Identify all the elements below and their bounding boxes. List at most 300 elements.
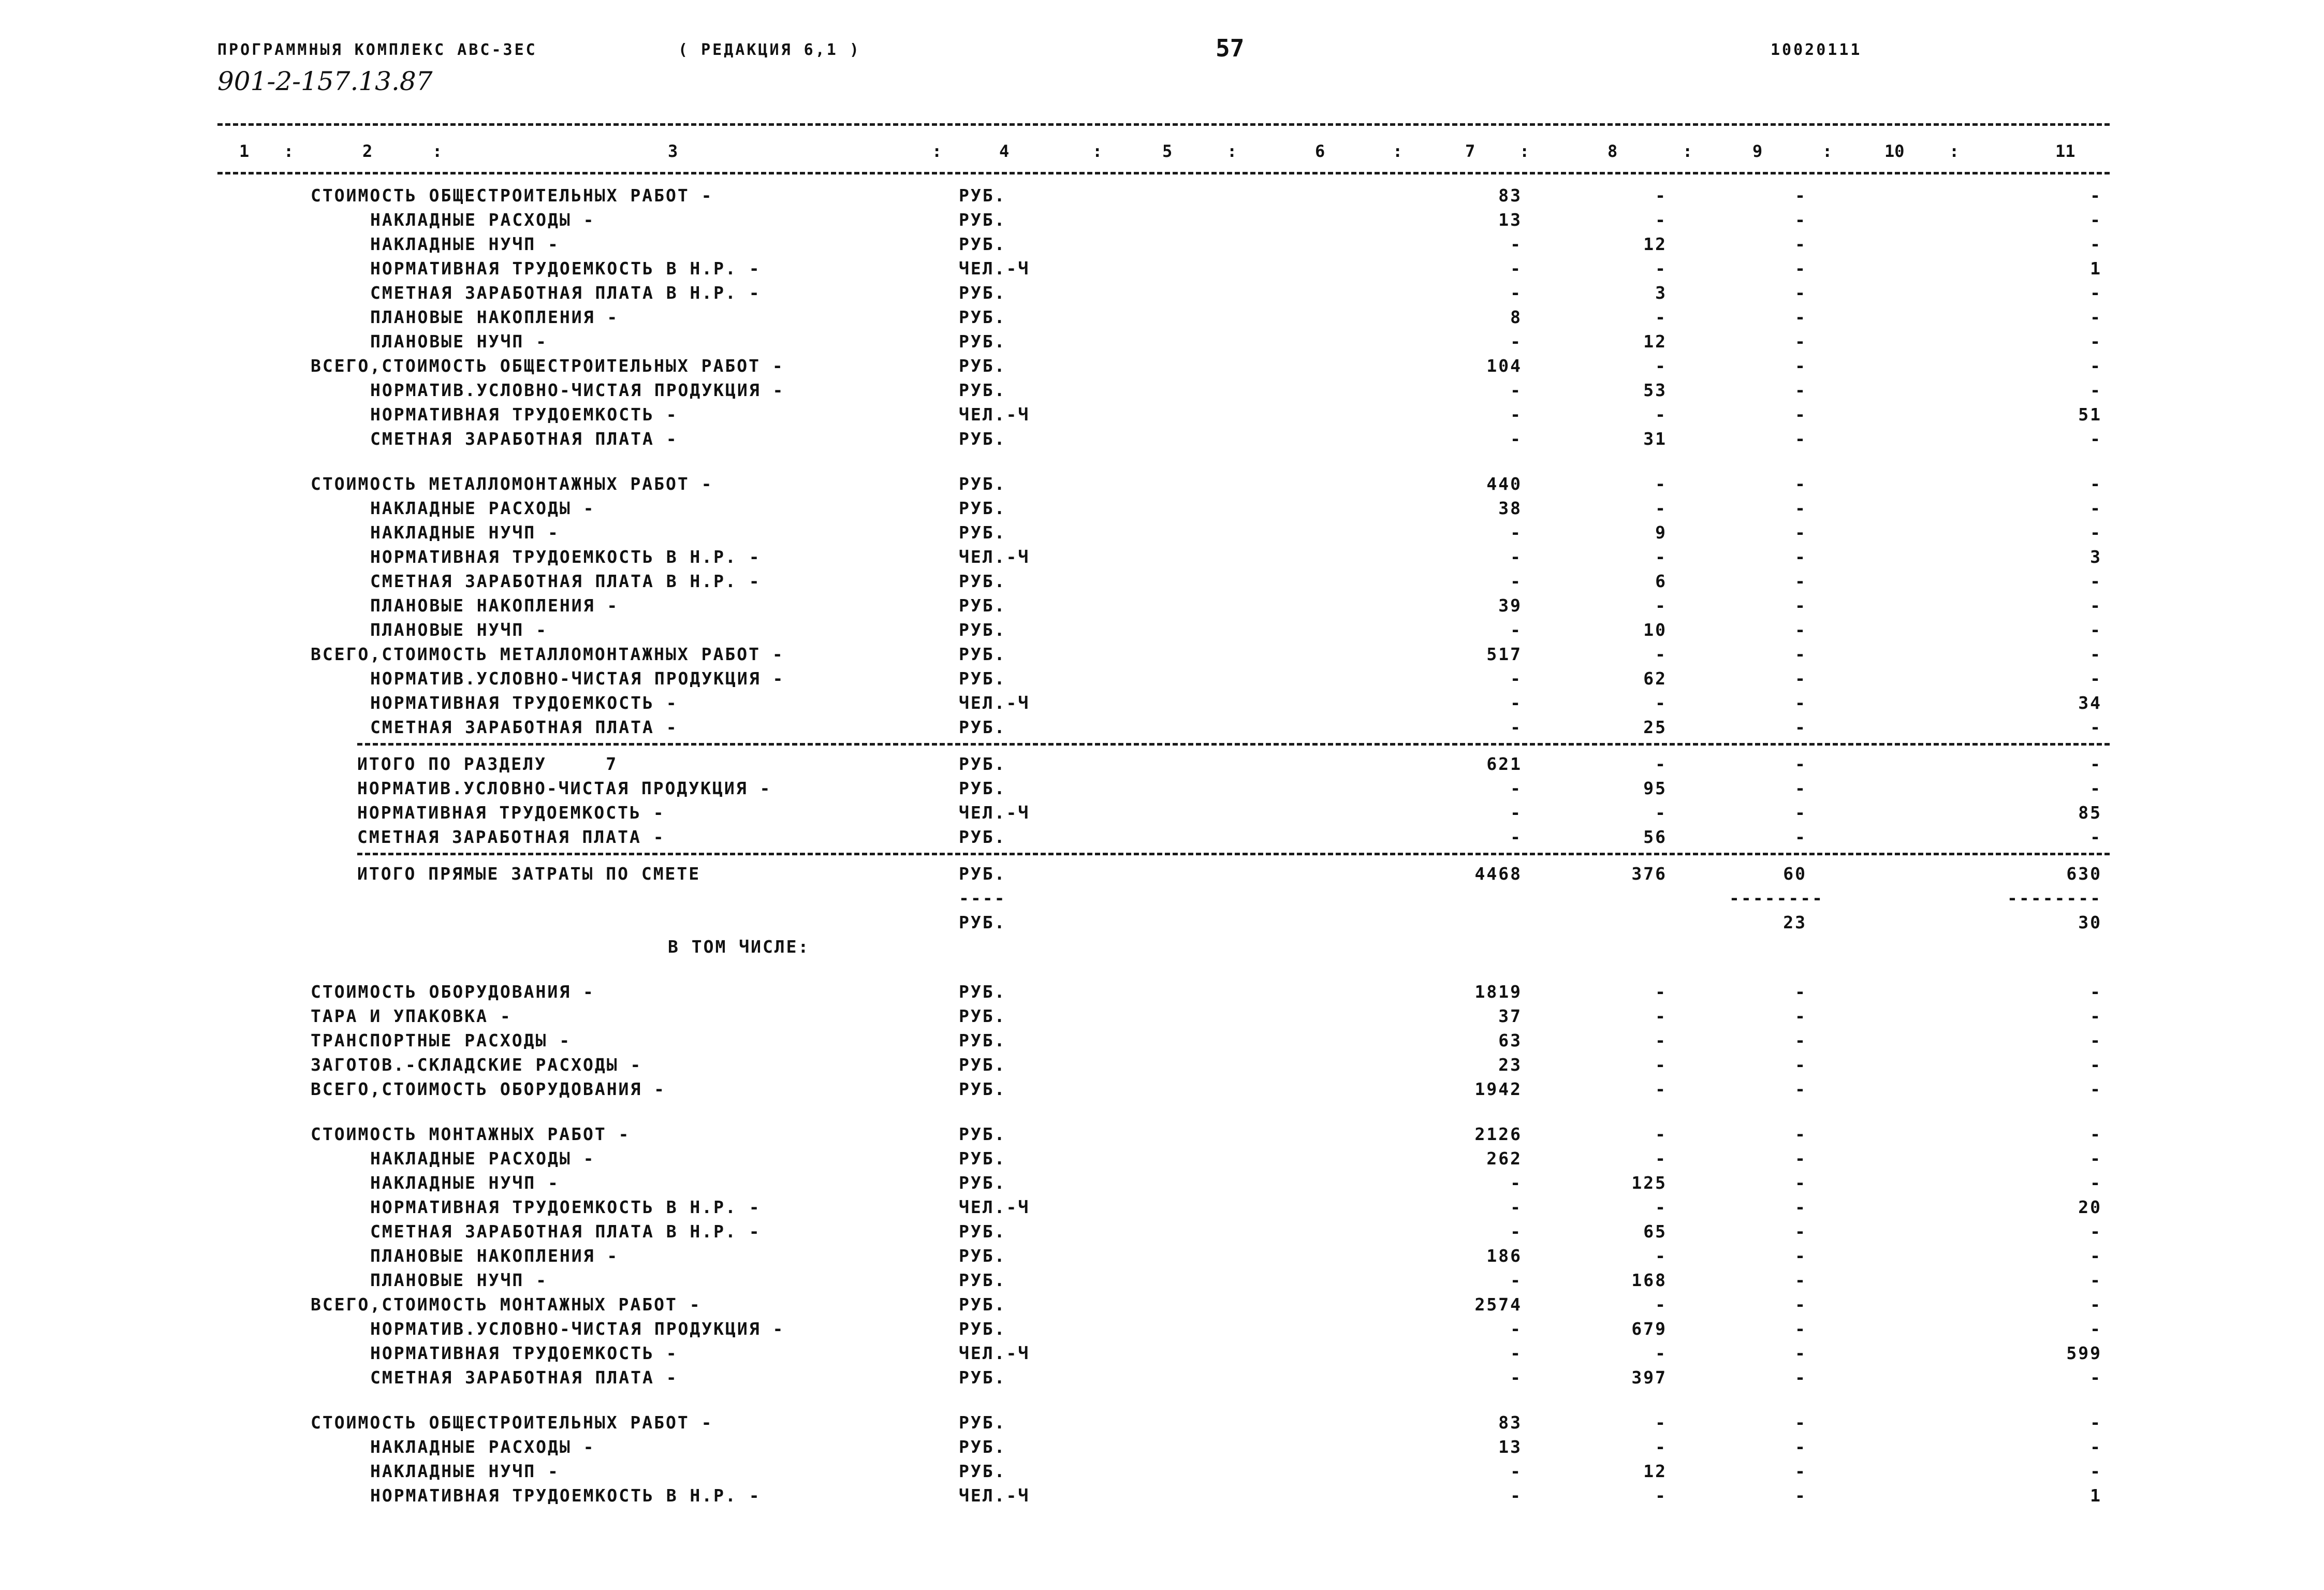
row-label: СМЕТНАЯ ЗАРАБОТНАЯ ПЛАТА В Н.Р. - [370,1221,761,1242]
row-label: ПЛАНОВЫЕ НУЧП - [370,1270,548,1290]
cell-col-9: - [1795,717,1807,737]
cell-col-8: 65 [1643,1221,1667,1242]
cell-col-8: - [1655,210,1667,230]
cell-col-8: 12 [1643,331,1667,352]
cell-col-8: - [1655,1485,1667,1506]
cell-col-9: 60 [1783,864,1807,884]
cell-col-9: - [1795,547,1807,567]
row-label: НАКЛАДНЫЕ РАСХОДЫ - [370,1148,595,1169]
row-label: ИТОГО ПО РАЗДЕЛУ 7 [357,754,618,774]
cell-col-7: 2574 [1474,1294,1522,1315]
row-label: НАКЛАДНЫЕ НУЧП - [370,522,560,543]
row-unit: РУБ. [959,210,1006,230]
row-label: В ТОМ ЧИСЛЕ: [668,937,810,957]
cell-col-8: - [1655,1006,1667,1026]
row-unit: РУБ. [959,380,1006,400]
column-number: 9 [1752,141,1763,161]
cell-col-8: 12 [1643,234,1667,254]
row-unit: РУБ. [959,474,1006,494]
page-number: 57 [1216,34,1245,62]
cell-col-9: - [1795,982,1807,1002]
cell-col-7: 83 [1498,1412,1522,1433]
cell-col-8: - [1655,1197,1667,1217]
cell-col-7: - [1510,1461,1522,1481]
cell-col-8: 62 [1643,668,1667,689]
cell-col-11: - [2090,1006,2102,1026]
cell-col-7: 13 [1498,1437,1522,1457]
cell-col-7: - [1510,1485,1522,1506]
cell-col-9: - [1795,356,1807,376]
column-separator: : [1822,141,1833,161]
cell-col-7: - [1510,778,1522,798]
cell-col-9: - [1795,1006,1807,1026]
row-label: НАКЛАДНЫЕ НУЧП - [370,1461,560,1481]
table-row [0,257,2324,281]
row-unit: ЧЕЛ.-Ч [959,404,1030,425]
cell-col-9: - [1795,803,1807,823]
table-row [0,330,2324,354]
table-row [0,1317,2324,1341]
cell-col-7: 8 [1510,307,1522,327]
cell-col-8: - [1655,1294,1667,1315]
cell-col-7: - [1510,668,1522,689]
table-row [0,521,2324,545]
table-row [0,980,2324,1004]
cell-col-7: 262 [1486,1148,1522,1169]
row-label: НОРМАТИВ.УСЛОВНО-ЧИСТАЯ ПРОДУКЦИЯ - [357,778,772,798]
row-label: НАКЛАДНЫЕ НУЧП - [370,234,560,254]
row-label: ТРАНСПОРТНЫЕ РАСХОДЫ - [311,1030,572,1051]
row-label: ВСЕГО,СТОИМОСТЬ ОБОРУДОВАНИЯ - [311,1079,666,1099]
cell-col-8: 397 [1631,1367,1667,1388]
row-unit: РУБ. [959,1079,1006,1099]
cell-col-7: 23 [1498,1055,1522,1075]
row-unit: РУБ. [959,498,1006,518]
table-row [0,354,2324,378]
cell-col-11: - [2090,1437,2102,1457]
column-separator: : [932,141,942,161]
table-row [0,1244,2324,1268]
cell-col-11: - [2090,429,2102,449]
cell-col-7: - [1510,827,1522,847]
row-label: СТОИМОСТЬ ОБОРУДОВАНИЯ - [311,982,595,1002]
row-unit: РУБ. [959,1270,1006,1290]
cell-col-9: - [1795,1173,1807,1193]
table-row [0,1484,2324,1508]
cell-col-11: - [2090,1221,2102,1242]
cell-col-9: 23 [1783,912,1807,932]
column-number: 1 [239,141,250,161]
section-rule [357,743,2110,746]
document-code: 10020111 [1771,41,1862,59]
row-unit: РУБ. [959,331,1006,352]
table-row [0,1341,2324,1365]
row-label: НАКЛАДНЫЕ РАСХОДЫ - [370,498,595,518]
cell-col-9: - [1795,404,1807,425]
cell-col-8: - [1655,404,1667,425]
cell-col-11: - [2090,668,2102,689]
cell-col-11: 1 [2090,258,2102,279]
cell-col-8: - [1655,1343,1667,1363]
row-unit: РУБ. [959,644,1006,664]
table-row [0,1077,2324,1101]
cell-col-8: - [1655,982,1667,1002]
column-number: 3 [668,141,678,161]
cell-col-7: - [1510,620,1522,640]
table-row [0,886,2324,910]
cell-col-8: 3 [1655,283,1667,303]
cell-col-7: - [1510,258,1522,279]
table-row [0,232,2324,256]
cell-col-7: - [1510,1367,1522,1388]
column-separator: : [1949,141,1960,161]
rule-header-bottom [217,172,2110,174]
cell-col-11: - [2090,1173,2102,1193]
cell-col-9: - [1795,668,1807,689]
row-unit: РУБ. [959,620,1006,640]
row-label: ПЛАНОВЫЕ НАКОПЛЕНИЯ - [370,595,619,616]
row-unit: РУБ. [959,754,1006,774]
section-rule [357,853,2110,855]
cell-col-9: - [1795,1461,1807,1481]
cell-col-8: - [1655,1148,1667,1169]
cell-col-11: 599 [2066,1343,2102,1363]
table-row [0,184,2324,208]
cell-col-7: 104 [1486,356,1522,376]
row-label: НАКЛАДНЫЕ НУЧП - [370,1173,560,1193]
cell-col-9: - [1795,1197,1807,1217]
row-unit: РУБ. [959,1148,1006,1169]
column-number: 2 [362,141,373,161]
cell-col-7: - [1510,1270,1522,1290]
table-row [0,497,2324,520]
cell-col-11: - [2090,778,2102,798]
table-row [0,1366,2324,1390]
cell-col-9: -------- [1729,888,1824,908]
cell-col-11: - [2090,1367,2102,1388]
cell-col-7: - [1510,693,1522,713]
column-number: 4 [999,141,1010,161]
table-row [0,911,2324,935]
row-unit: РУБ. [959,778,1006,798]
table-row [0,752,2324,776]
cell-col-11: - [2090,571,2102,591]
cell-col-9: - [1795,474,1807,494]
cell-col-8: 25 [1643,717,1667,737]
cell-col-7: 2126 [1474,1124,1522,1144]
row-label: НОРМАТИВНАЯ ТРУДОЕМКОСТЬ - [357,803,665,823]
row-unit: ---- [959,888,1006,908]
row-label: НОРМАТИВНАЯ ТРУДОЕМКОСТЬ В Н.Р. - [370,1485,761,1506]
cell-col-8: - [1655,1412,1667,1433]
cell-col-7: - [1510,717,1522,737]
cell-col-9: - [1795,827,1807,847]
row-label: НАКЛАДНЫЕ РАСХОДЫ - [370,1437,595,1457]
row-label: НОРМАТИВНАЯ ТРУДОЕМКОСТЬ В Н.Р. - [370,1197,761,1217]
row-label: СТОИМОСТЬ МОНТАЖНЫХ РАБОТ - [311,1124,631,1144]
table-row [0,935,2324,959]
row-label: ПЛАНОВЫЕ НУЧП - [370,331,548,352]
row-label: НОРМАТИВНАЯ ТРУДОЕМКОСТЬ - [370,1343,678,1363]
cell-col-11: - [2090,210,2102,230]
cell-col-8: - [1655,1030,1667,1051]
cell-col-7: - [1510,571,1522,591]
cell-col-8: 53 [1643,380,1667,400]
table-row [0,1268,2324,1292]
row-unit: РУБ. [959,1221,1006,1242]
cell-col-9: - [1795,571,1807,591]
cell-col-11: - [2090,1319,2102,1339]
row-unit: РУБ. [959,1030,1006,1051]
row-unit: РУБ. [959,1412,1006,1433]
cell-col-7: 13 [1498,210,1522,230]
row-label: ВСЕГО,СТОИМОСТЬ МЕТАЛЛОМОНТАЖНЫХ РАБОТ - [311,644,784,664]
cell-col-7: 4468 [1474,864,1522,884]
cell-col-8: - [1655,258,1667,279]
cell-col-11: - [2090,1461,2102,1481]
cell-col-9: - [1795,1270,1807,1290]
cell-col-11: - [2090,644,2102,664]
cell-col-7: 38 [1498,498,1522,518]
cell-col-9: - [1795,331,1807,352]
cell-col-11: - [2090,1148,2102,1169]
row-label: СТОИМОСТЬ ОБЩЕСТРОИТЕЛЬНЫХ РАБОТ - [311,1412,713,1433]
edition-label: ( РЕДАКЦИЯ 6,1 ) [678,41,861,59]
row-label: ИТОГО ПРЯМЫЕ ЗАТРАТЫ ПО СМЕТЕ [357,864,701,884]
row-unit: РУБ. [959,429,1006,449]
cell-col-11: - [2090,1030,2102,1051]
cell-col-8: - [1655,356,1667,376]
table-row [0,305,2324,329]
row-label: НОРМАТИВНАЯ ТРУДОЕМКОСТЬ - [370,693,678,713]
cell-col-7: - [1510,1173,1522,1193]
table-row [0,1053,2324,1077]
cell-col-11: - [2090,827,2102,847]
cell-col-11: 3 [2090,547,2102,567]
cell-col-11: - [2090,982,2102,1002]
row-unit: РУБ. [959,1367,1006,1388]
cell-col-11: - [2090,1294,2102,1315]
cell-col-8: - [1655,547,1667,567]
cell-col-11: - [2090,283,2102,303]
table-row [0,1460,2324,1483]
cell-col-8: - [1655,693,1667,713]
row-unit: РУБ. [959,595,1006,616]
cell-col-9: - [1795,307,1807,327]
row-label: ВСЕГО,СТОИМОСТЬ МОНТАЖНЫХ РАБОТ - [311,1294,701,1315]
column-number: 8 [1607,141,1618,161]
cell-col-8: 95 [1643,778,1667,798]
row-unit: РУБ. [959,1124,1006,1144]
cell-col-8: - [1655,754,1667,774]
table-row [0,594,2324,618]
table-row [0,1122,2324,1146]
cell-col-9: - [1795,210,1807,230]
row-label: ПЛАНОВЫЕ НАКОПЛЕНИЯ - [370,307,619,327]
cell-col-7: 83 [1498,185,1522,206]
column-separator: : [1393,141,1403,161]
cell-col-8: 10 [1643,620,1667,640]
cell-col-9: - [1795,754,1807,774]
table-row [0,545,2324,569]
row-unit: РУБ. [959,668,1006,689]
row-label: СТОИМОСТЬ ОБЩЕСТРОИТЕЛЬНЫХ РАБОТ - [311,185,713,206]
cell-col-7: 63 [1498,1030,1522,1051]
cell-col-9: - [1795,1294,1807,1315]
row-unit: РУБ. [959,1246,1006,1266]
cell-col-11: - [2090,1079,2102,1099]
row-label: ЗАГОТОВ.-СКЛАДСКИЕ РАСХОДЫ - [311,1055,642,1075]
table-row [0,472,2324,496]
table-row [0,643,2324,666]
cell-col-11: - [2090,356,2102,376]
row-label: СТОИМОСТЬ МЕТАЛЛОМОНТАЖНЫХ РАБОТ - [311,474,713,494]
table-row [0,1171,2324,1195]
cell-col-8: - [1655,803,1667,823]
cell-col-7: - [1510,283,1522,303]
row-unit: РУБ. [959,1055,1006,1075]
row-unit: ЧЕЛ.-Ч [959,547,1030,567]
cell-col-11: - [2090,1055,2102,1075]
row-unit: РУБ. [959,522,1006,543]
cell-col-8: - [1655,1437,1667,1457]
row-label: НОРМАТИВНАЯ ТРУДОЕМКОСТЬ В Н.Р. - [370,258,761,279]
cell-col-9: - [1795,234,1807,254]
cell-col-11: - [2090,1270,2102,1290]
row-unit: ЧЕЛ.-Ч [959,693,1030,713]
cell-col-9: - [1795,1148,1807,1169]
cell-col-7: - [1510,803,1522,823]
cell-col-8: - [1655,498,1667,518]
table-row [0,667,2324,691]
cell-col-11: 1 [2090,1485,2102,1506]
cell-col-7: - [1510,234,1522,254]
cell-col-11: 34 [2078,693,2102,713]
cell-col-8: 6 [1655,571,1667,591]
cell-col-9: - [1795,1246,1807,1266]
column-number: 7 [1465,141,1475,161]
row-label: ВСЕГО,СТОИМОСТЬ ОБЩЕСТРОИТЕЛЬНЫХ РАБОТ - [311,356,784,376]
cell-col-11: - [2090,498,2102,518]
cell-col-9: - [1795,1343,1807,1363]
row-unit: РУБ. [959,185,1006,206]
cell-col-11: - [2090,717,2102,737]
cell-col-8: 56 [1643,827,1667,847]
row-label: НАКЛАДНЫЕ РАСХОДЫ - [370,210,595,230]
cell-col-9: - [1795,283,1807,303]
cell-col-11: -------- [2007,888,2102,908]
cell-col-9: - [1795,522,1807,543]
cell-col-9: - [1795,1412,1807,1433]
row-label: НОРМАТИВНАЯ ТРУДОЕМКОСТЬ В Н.Р. - [370,547,761,567]
row-unit: РУБ. [959,1006,1006,1026]
table-row [0,1195,2324,1219]
row-unit: РУБ. [959,356,1006,376]
cell-col-11: 630 [2066,864,2102,884]
cell-col-7: - [1510,404,1522,425]
cell-col-11: - [2090,307,2102,327]
column-separator: : [284,141,294,161]
cell-col-8: - [1655,1246,1667,1266]
row-unit: РУБ. [959,982,1006,1002]
row-unit: РУБ. [959,912,1006,932]
cell-col-7: 440 [1486,474,1522,494]
cell-col-7: - [1510,1343,1522,1363]
row-label: СМЕТНАЯ ЗАРАБОТНАЯ ПЛАТА - [357,827,665,847]
cell-col-7: 517 [1486,644,1522,664]
cell-col-7: - [1510,380,1522,400]
cell-col-11: 20 [2078,1197,2102,1217]
cell-col-8: - [1655,185,1667,206]
cell-col-8: - [1655,307,1667,327]
column-separator: : [432,141,443,161]
cell-col-11: - [2090,1246,2102,1266]
cell-col-9: - [1795,1221,1807,1242]
cell-col-9: - [1795,429,1807,449]
column-number: 5 [1162,141,1173,161]
table-row [0,777,2324,800]
row-label: НОРМАТИВНАЯ ТРУДОЕМКОСТЬ - [370,404,678,425]
cell-col-7: - [1510,429,1522,449]
row-label: НОРМАТИВ.УСЛОВНО-ЧИСТАЯ ПРОДУКЦИЯ - [370,1319,785,1339]
cell-col-9: - [1795,620,1807,640]
cell-col-9: - [1795,595,1807,616]
cell-col-9: - [1795,1485,1807,1506]
cell-col-8: - [1655,595,1667,616]
cell-col-8: 168 [1631,1270,1667,1290]
cell-col-7: - [1510,1319,1522,1339]
table-row [0,716,2324,739]
row-unit: РУБ. [959,827,1006,847]
cell-col-8: 12 [1643,1461,1667,1481]
handwritten-reference: 901-2-157.13.87 [217,66,433,96]
cell-col-11: 51 [2078,404,2102,425]
cell-col-9: - [1795,185,1807,206]
cell-col-11: - [2090,754,2102,774]
program-title: ПРОГРАММНЫЯ КОМПЛЕКС АВС-ЗЕС [217,41,537,59]
column-number: 11 [2055,141,2075,161]
cell-col-7: - [1510,331,1522,352]
cell-col-8: - [1655,644,1667,664]
table-row [0,1029,2324,1053]
column-separator: : [1683,141,1693,161]
table-row [0,208,2324,232]
row-label: НОРМАТИВ.УСЛОВНО-ЧИСТАЯ ПРОДУКЦИЯ - [370,668,785,689]
cell-col-11: 30 [2078,912,2102,932]
row-label: ТАРА И УПАКОВКА - [311,1006,512,1026]
cell-col-8: 376 [1631,864,1667,884]
cell-col-11: - [2090,595,2102,616]
column-separator: : [1227,141,1237,161]
cell-col-11: - [2090,620,2102,640]
cell-col-11: - [2090,234,2102,254]
table-row [0,1004,2324,1028]
cell-col-7: - [1510,547,1522,567]
cell-col-9: - [1795,644,1807,664]
cell-col-7: 39 [1498,595,1522,616]
column-number: 6 [1315,141,1325,161]
table-row [0,427,2324,451]
row-unit: РУБ. [959,234,1006,254]
cell-col-7: 621 [1486,754,1522,774]
cell-col-9: - [1795,1055,1807,1075]
row-unit: ЧЕЛ.-Ч [959,803,1030,823]
table-row [0,403,2324,427]
row-unit: ЧЕЛ.-Ч [959,1343,1030,1363]
table-row [0,825,2324,849]
row-label: СМЕТНАЯ ЗАРАБОТНАЯ ПЛАТА - [370,429,678,449]
cell-col-9: - [1795,1367,1807,1388]
